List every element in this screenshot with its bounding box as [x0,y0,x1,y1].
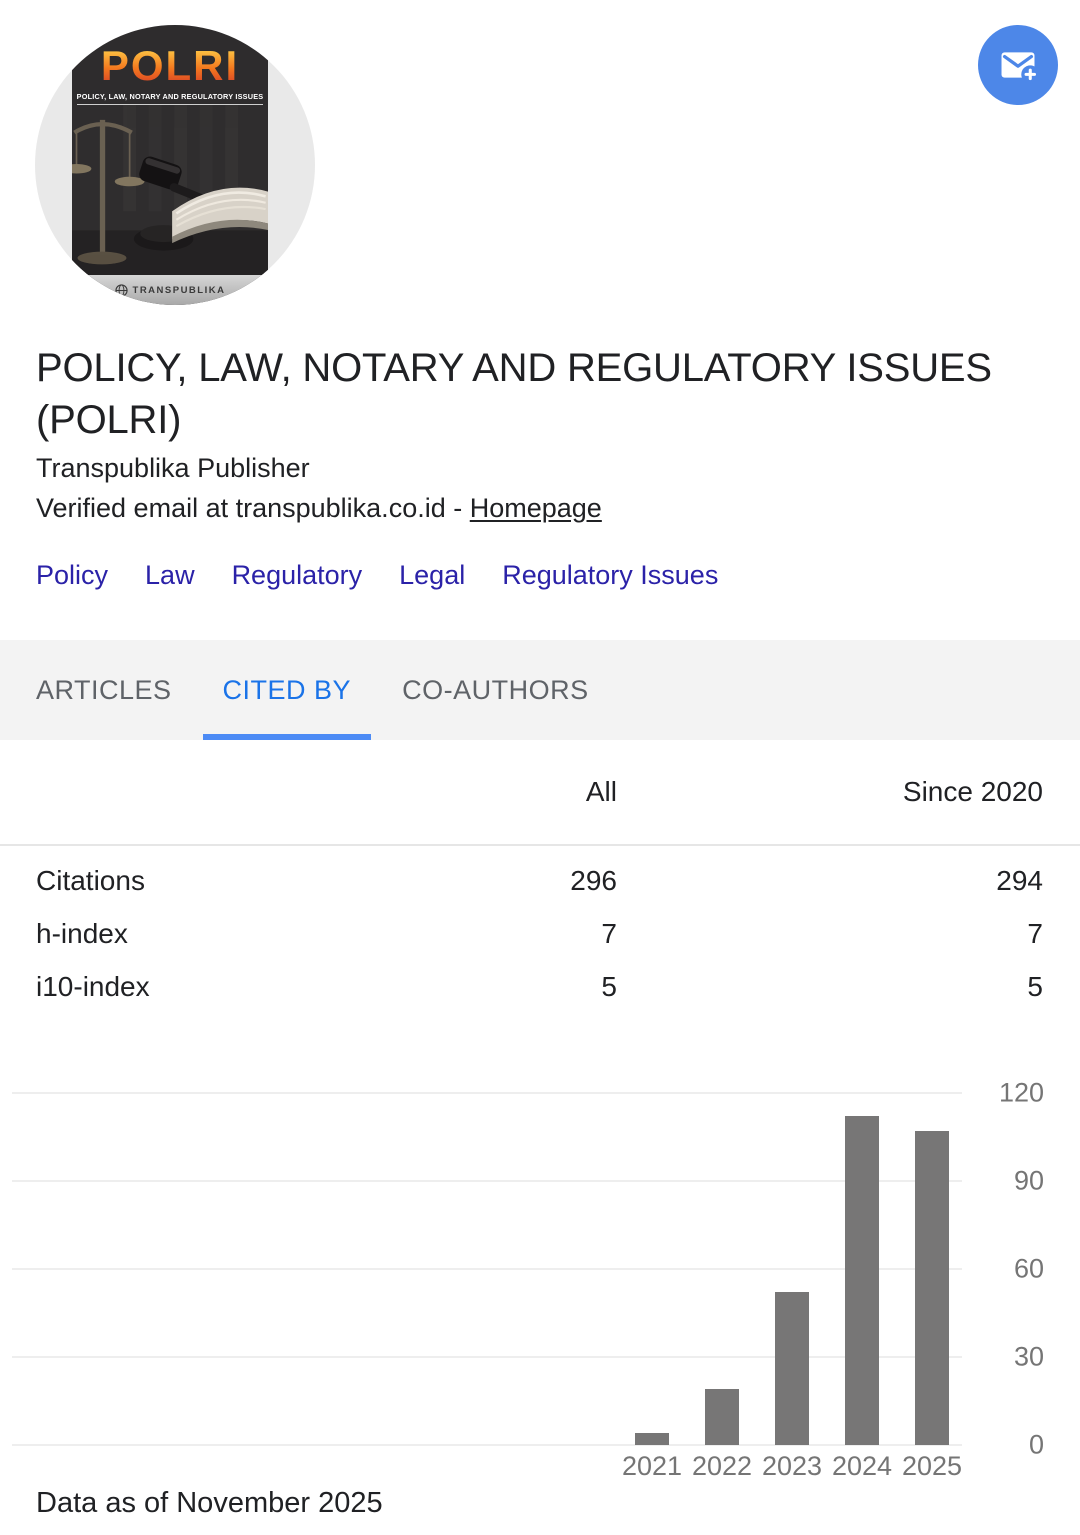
interest-link-policy[interactable]: Policy [36,560,109,590]
interest-link-regulatory-issues[interactable]: Regulatory Issues [502,560,719,590]
x-tick-label: 2022 [691,1451,753,1481]
column-header-all: All [585,776,617,807]
chart-bar-2023[interactable] [775,1292,809,1445]
interests-list [36,559,1044,591]
tab-co-authors[interactable]: CO-AUTHORS [382,640,609,740]
citation-table [0,846,1080,1027]
envelope-plus-icon [995,42,1041,88]
citations-since: 294 [996,864,1043,896]
cover-subtitle: POLICY, LAW, NOTARY AND REGULATORY ISSUES [77,92,264,105]
row-label: h-index [36,917,128,949]
justice-scene-illustration [72,105,268,275]
y-tick-label: 120 [998,1077,1044,1108]
y-tick-label: 0 [1028,1429,1044,1460]
gridline-60 [12,1268,962,1270]
gridline-0 [12,1444,962,1446]
profile-header [0,0,1080,330]
verified-email-line: Verified email at transpublika.co.id - Homepage [36,493,602,523]
citation-table-header [0,740,1080,846]
table-row-citations [0,854,1080,907]
profile-avatar [35,25,315,305]
tab-articles[interactable]: ARTICLES [16,640,192,740]
gridline-120 [12,1092,962,1094]
citations-all: 296 [570,864,617,896]
x-tick-label: 2025 [901,1451,963,1481]
interest-link-law[interactable]: Law [145,560,195,590]
verified-email-text: Verified email at transpublika.co.id [36,493,446,523]
chart-bar-2024[interactable] [845,1116,879,1445]
tab-cited-by[interactable]: CITED BY [203,640,372,740]
cover-title: POLRI [100,42,240,89]
row-label: i10-index [36,970,150,1002]
y-tick-label: 60 [1013,1253,1044,1284]
journal-cover [72,25,268,305]
data-as-of-note: Data as of November 2025 [36,1487,383,1519]
follow-button[interactable] [978,25,1058,105]
row-label: Citations [36,864,145,896]
y-tick-label: 90 [1013,1165,1044,1196]
x-tick-label: 2021 [621,1451,683,1481]
chart-bar-2025[interactable] [915,1131,949,1445]
y-tick-label: 30 [1013,1341,1044,1372]
chart-bar-2021[interactable] [635,1433,669,1445]
gridline-30 [12,1356,962,1358]
profile-affiliation: Transpublika Publisher [36,453,310,483]
x-tick-label: 2024 [831,1451,893,1481]
chart-bar-2022[interactable] [705,1389,739,1445]
cover-publisher: TRANSPUBLIKA [132,284,226,296]
table-row-h-index [0,907,1080,960]
column-header-since-2020: Since 2020 [902,776,1043,807]
profile-tabs [0,640,1080,740]
cover-publisher-band [72,275,268,305]
interest-link-legal[interactable]: Legal [399,560,466,590]
profile-name: POLICY, LAW, NOTARY AND REGULATORY ISSUES (POLRI) [36,346,992,442]
i10-index-all: 5 [601,970,617,1002]
gridline-90 [12,1180,962,1182]
h-index-since: 7 [1027,917,1043,949]
homepage-link[interactable]: Homepage [469,493,602,523]
table-row-i10-index [0,960,1080,1013]
interest-link-regulatory[interactable]: Regulatory [231,560,363,590]
globe-icon [115,284,128,297]
i10-index-since: 5 [1027,970,1043,1002]
x-tick-label: 2023 [761,1451,823,1481]
citations-per-year-chart [0,1065,1080,1480]
h-index-all: 7 [601,917,617,949]
